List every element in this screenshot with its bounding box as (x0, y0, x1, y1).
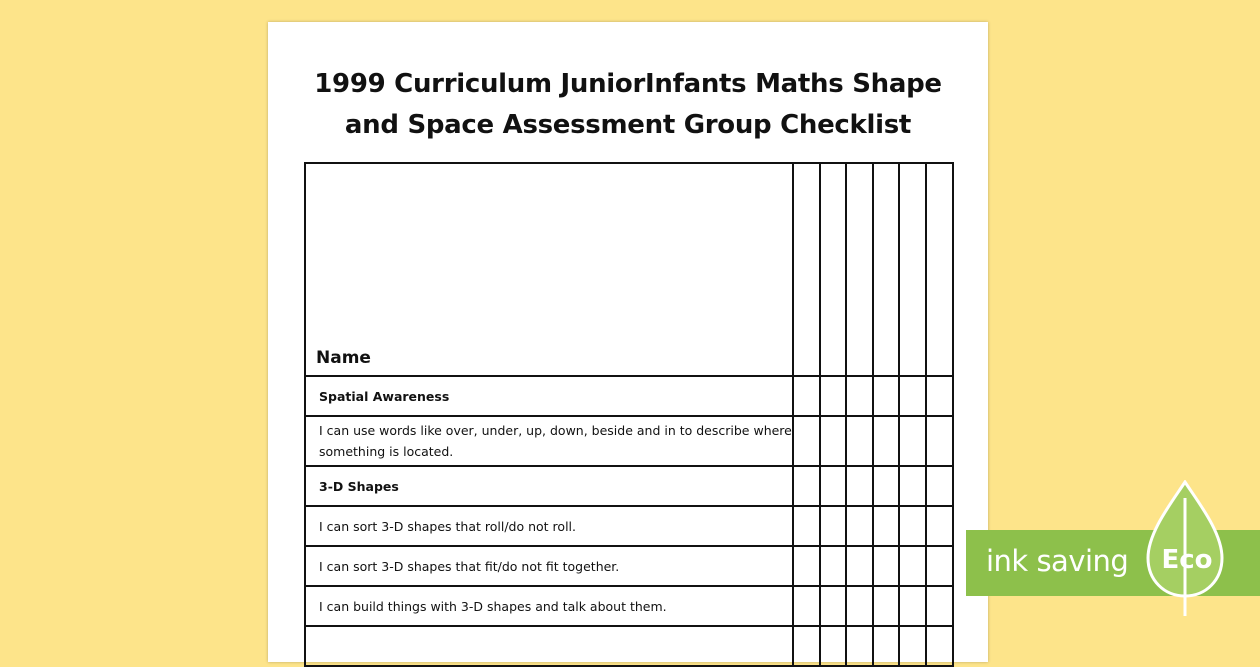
checkbox-cell[interactable] (820, 626, 847, 666)
criterion-text: I can use words like over, under, up, down, beside and in to describe where something is located. (305, 416, 793, 466)
checkbox-cell[interactable] (820, 376, 847, 416)
checkbox-cell[interactable] (873, 506, 900, 546)
name-column-cell (899, 163, 926, 376)
empty-row-cell (305, 626, 793, 666)
section-heading-spatial-awareness: Spatial Awareness (305, 376, 793, 416)
checkbox-cell[interactable] (926, 586, 953, 626)
checkbox-cell[interactable] (846, 546, 873, 586)
checkbox-cell[interactable] (899, 466, 926, 506)
checkbox-cell[interactable] (793, 376, 820, 416)
eco-label: Eco (1161, 545, 1213, 575)
ink-saving-text: ink saving (986, 544, 1129, 578)
checkbox-cell[interactable] (846, 416, 873, 466)
table-row (305, 376, 953, 416)
checkbox-cell[interactable] (793, 506, 820, 546)
name-column-cell (926, 163, 953, 376)
title-line-2: and Space Assessment Group Checklist (344, 110, 912, 140)
checkbox-cell[interactable] (926, 466, 953, 506)
checkbox-cell[interactable] (846, 506, 873, 546)
checkbox-cell[interactable] (899, 546, 926, 586)
checkbox-cell[interactable] (820, 506, 847, 546)
checkbox-cell[interactable] (926, 626, 953, 666)
checkbox-cell[interactable] (793, 546, 820, 586)
checkbox-cell[interactable] (846, 626, 873, 666)
table-row (305, 466, 953, 506)
name-column-cell (846, 163, 873, 376)
criterion-text: I can sort 3-D shapes that fit/do not fit together. (305, 546, 793, 586)
name-header: Name (305, 163, 793, 376)
checkbox-cell[interactable] (793, 626, 820, 666)
checkbox-cell[interactable] (926, 376, 953, 416)
checkbox-cell[interactable] (926, 506, 953, 546)
checkbox-cell[interactable] (873, 376, 900, 416)
checkbox-cell[interactable] (873, 466, 900, 506)
title-line-1: 1999 Curriculum JuniorInfants Maths Shape (314, 69, 942, 99)
table-row (305, 416, 953, 466)
checkbox-cell[interactable] (793, 586, 820, 626)
checkbox-cell[interactable] (846, 466, 873, 506)
name-column-cell (873, 163, 900, 376)
checkbox-cell[interactable] (820, 546, 847, 586)
table-header-row (305, 163, 953, 376)
checkbox-cell[interactable] (820, 586, 847, 626)
checkbox-cell[interactable] (873, 626, 900, 666)
checkbox-cell[interactable] (846, 586, 873, 626)
table-row (305, 506, 953, 546)
checkbox-cell[interactable] (899, 626, 926, 666)
checkbox-cell[interactable] (899, 416, 926, 466)
checkbox-cell[interactable] (820, 466, 847, 506)
table-row (305, 546, 953, 586)
section-heading-3d-shapes: 3-D Shapes (305, 466, 793, 506)
checkbox-cell[interactable] (873, 586, 900, 626)
worksheet-title (268, 64, 988, 146)
criterion-text: I can build things with 3-D shapes and talk about them. (305, 586, 793, 626)
checkbox-cell[interactable] (926, 416, 953, 466)
checkbox-cell[interactable] (793, 416, 820, 466)
checkbox-cell[interactable] (793, 466, 820, 506)
checkbox-cell[interactable] (873, 416, 900, 466)
worksheet-page (268, 22, 988, 662)
name-column-cell (820, 163, 847, 376)
criterion-text: I can sort 3-D shapes that roll/do not roll. (305, 506, 793, 546)
checklist-table (304, 162, 954, 667)
checkbox-cell[interactable] (899, 506, 926, 546)
table-row (305, 586, 953, 626)
checkbox-cell[interactable] (899, 586, 926, 626)
name-column-cell (793, 163, 820, 376)
table-row (305, 626, 953, 666)
checkbox-cell[interactable] (846, 376, 873, 416)
checkbox-cell[interactable] (899, 376, 926, 416)
checkbox-cell[interactable] (926, 546, 953, 586)
checkbox-cell[interactable] (873, 546, 900, 586)
checkbox-cell[interactable] (820, 416, 847, 466)
